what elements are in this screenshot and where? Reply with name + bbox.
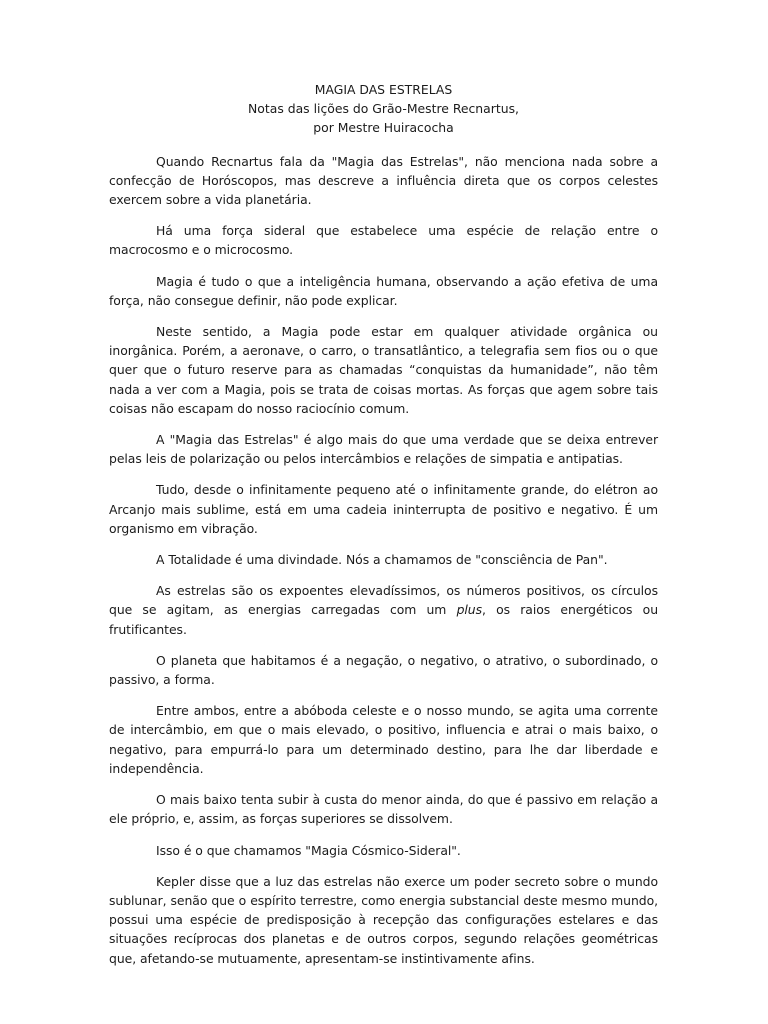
document-page	[109, 80, 658, 980]
paragraph-5: A "Magia das Estrelas" é algo mais do que uma verdade que se deixa entrever pelas leis de polarização ou pelos intercâmbios e relações de simpatia e antipatias.	[109, 432, 658, 467]
paragraph-8-italic-word: plus	[456, 602, 482, 618]
paragraph-12: Isso é o que chamamos "Magia Cósmico-Sideral".	[156, 842, 461, 858]
paragraph-4: Neste sentido, a Magia pode estar em qualquer atividade orgânica ou inorgânica. Porém, a aeronave, o carro, o transatlântico, a telegrafia sem fios ou o que quer que o futuro reserve para as chamadas “conquistas da humanidade”, não têm nada a ver com a Magia, pois se trata de coisas mortas. As forças que agem sobre tais coisas não escapam do nosso raciocínio comum.	[109, 324, 658, 416]
document-author-line: por Mestre Huiracocha	[313, 120, 454, 136]
paragraph-8-text-start: As estrelas são os expoentes elevadíssimos, os números positivos, os círculos que se agitam, as energias carregadas com um	[109, 583, 658, 618]
paragraph-13: Kepler disse que a luz das estrelas não exerce um poder secreto sobre o mundo sublunar, senão que o espírito terrestre, como energia substancial deste mesmo mundo, possui uma espécie de predisposição à recepção das configurações estelares e das situações recíprocas dos planetas e de outros corpos, segundo relações geométricas que, afetando-se mutuamente, apresentam-se instintivamente afins.	[109, 873, 658, 966]
document-subtitle-line-1: Notas das lições do Grão-Mestre Recnartus,	[248, 101, 519, 117]
paragraph-9: O planeta que habitamos é a negação, o negativo, o atrativo, o subordinado, o passivo, a forma.	[109, 652, 658, 688]
paragraph-8	[109, 581, 658, 639]
document-title: MAGIA DAS ESTRELAS	[314, 82, 453, 97]
paragraph-3: Magia é tudo o que a inteligência humana, observando a ação efetiva de uma força, não consegue definir, não pode explicar.	[109, 273, 658, 308]
paragraph-6: Tudo, desde o infinitamente pequeno até o infinitamente grande, do elétron ao Arcanjo mais sublime, está em uma cadeia ininterrupta de positivo e negativo. É um organismo em vibração.	[109, 482, 658, 536]
paragraph-2: Há uma força sideral que estabelece uma espécie de relação entre o macrocosmo e o microcosmo.	[109, 223, 658, 258]
title-block	[109, 80, 658, 138]
paragraph-8-text-end: , os raios energéticos ou frutificantes.	[109, 602, 659, 637]
paragraph-7: A Totalidade é uma divindade. Nós a chamamos de "consciência de Pan".	[156, 552, 608, 568]
paragraph-11: O mais baixo tenta subir à custa do menor ainda, do que é passivo em relação a ele próprio, e, assim, as forças superiores se dissolvem.	[109, 792, 658, 827]
paragraph-1: Quando Recnartus fala da "Magia das Estrelas", não menciona nada sobre a confecção de Horóscopos, mas descreve a influência direta que os corpos celestes exercem sobre a vida planetária.	[109, 153, 658, 208]
paragraph-10: Entre ambos, entre a abóboda celeste e o nosso mundo, se agita uma corrente de intercâmbio, em que o mais elevado, o positivo, influencia e atrai o mais baixo, o negativo, para empurrá-lo para um determinado destino, para lhe dar liberdade e independência.	[109, 703, 658, 776]
